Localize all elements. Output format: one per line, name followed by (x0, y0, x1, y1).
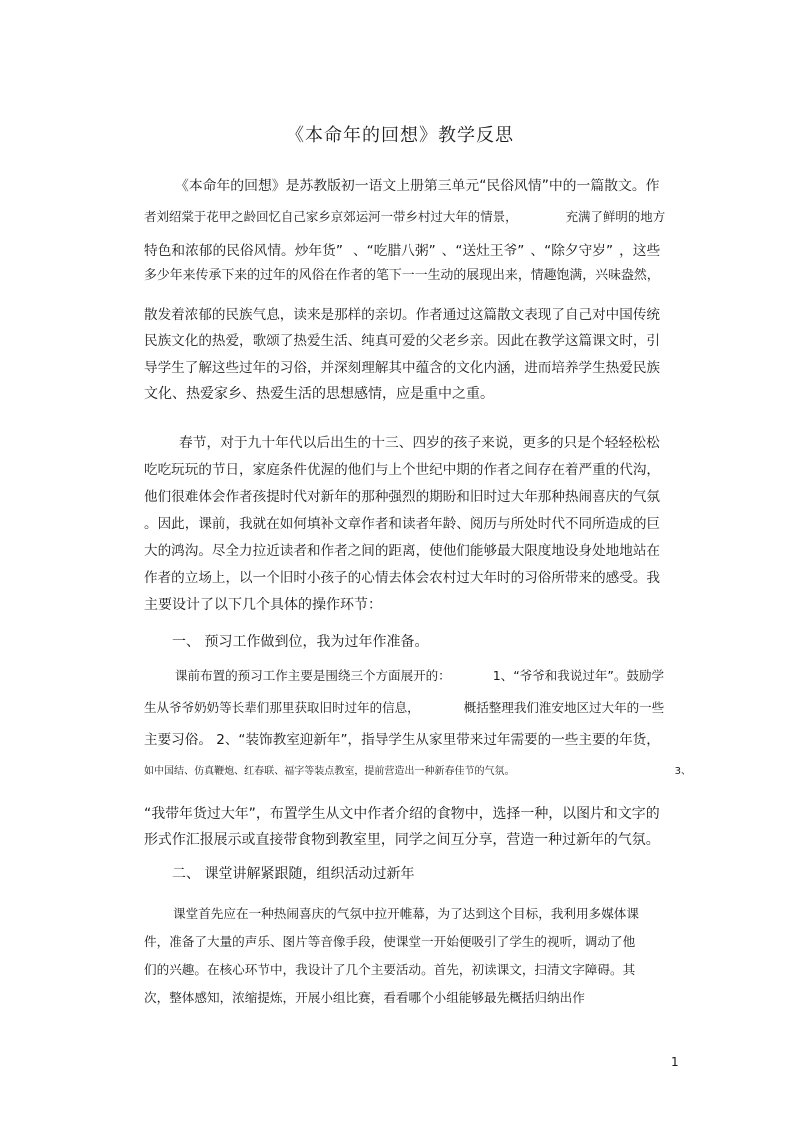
text-span: ，这些 (619, 243, 661, 259)
text-span: 《本命年的回想》是苏教版初一语文上册第三单元“民俗风情”中的一篇散文。作 (175, 178, 660, 194)
text-span: 作者的立场上，以一个旧时小孩子的心情去体会农村过大年时的习俗所带来的感受。我 (144, 570, 660, 586)
text-span: 课堂首先应在一种热闹喜庆的气氛中拉开帷幕，为了达到这个目标，我利用多媒体课 (173, 906, 639, 921)
text-span: 一、 预习工作做到位，我为过年作准备。 (172, 634, 429, 650)
text-span: 3、 (674, 766, 691, 777)
text-span: 。因此，课前，我就在如何填补文章作者和读者年龄、阅历与所处时代不同所造成的巨 (144, 516, 660, 532)
text-line (144, 762, 691, 782)
text-span: 特色和浓郁的民俗风情。炒年货” (144, 243, 343, 259)
text-line (144, 541, 660, 561)
text-span: 者刘绍棠于花甲之龄回忆自己家乡京郊运河一带乡村过大年的情景， (144, 209, 518, 224)
text-span: 吃吃玩玩的节日，家庭条件优渥的他们与上个世纪中期的作者之间存在着严重的代沟， (144, 462, 660, 478)
text-line (144, 305, 660, 325)
text-span: 他们很难体会作者孩提时代对新年的那种强烈的期盼和旧时过大年那种热闹喜庆的气氛 (144, 489, 660, 505)
text-line (144, 960, 635, 980)
text-line (144, 804, 660, 824)
text-line (144, 698, 664, 718)
text-span: 形式作汇报展示或直接带食物到教室里，同学之间互分享，营造一种过新年的气氛。 (144, 832, 660, 848)
text-span: 概括整理我们淮安地区过大年的一些 (463, 700, 665, 715)
text-line (173, 904, 639, 924)
text-line (144, 384, 494, 404)
text-line (144, 266, 660, 286)
text-span: 、“吃腊八粥” (352, 243, 436, 259)
text-span: 1、“爷爷和我说过年”。鼓励学 (492, 668, 665, 683)
text-span: 主要习俗。 2、“装饰教室迎新年”，指导学生从家里带来过年需要的一些主要的年货， (144, 732, 660, 748)
page-number: 1 (671, 1055, 679, 1069)
text-line (144, 730, 660, 750)
text-line (144, 460, 660, 480)
text-span: 导学生了解这些过年的习俗，并深刻理解其中蕴含的文化内涵，进而培养学生热爱民族 (144, 360, 660, 376)
text-line (144, 358, 660, 378)
text-span: 大的鸿沟。尽全力拉近读者和作者之间的距离，使他们能够最大限度地设身处地地站在 (144, 543, 660, 559)
text-span: 文化、热爱家乡、热爱生活的思想感情，应是重中之重。 (144, 386, 494, 402)
text-line (144, 568, 660, 588)
text-span: 次，整体感知，浓缩提炼，开展小组比赛，看看哪个小组能够最先概括归纳出作 (144, 990, 585, 1005)
text-span: 、“除夕守岁” (530, 243, 614, 259)
text-span: 充满了鲜明的地方 (565, 209, 666, 224)
text-line (144, 595, 382, 615)
text-line (144, 830, 660, 850)
text-span: 生从爷爷奶奶等长辈们那里获取旧时过年的信息， (144, 700, 420, 715)
text-line (144, 514, 660, 534)
text-span: “我带年货过大年”，布置学生从文中作者介绍的食物中，选择一种，以图片和文字的 (144, 806, 660, 822)
text-line (144, 207, 665, 227)
text-line (144, 331, 660, 351)
text-span: 课前布置的预习工作主要是围绕三个方面展开的： (175, 668, 451, 683)
text-span: 们的兴趣。在核心环节中，我设计了几个主要活动。首先，初读课文，扫清文字障碍。其 (144, 962, 636, 977)
text-line (144, 487, 660, 507)
text-span: 散发着浓郁的民族气息，读来是那样的亲切。作者通过这篇散文表现了自己对中国传统 (144, 307, 660, 323)
text-span: 多少年来传承下来的过年的风俗在作者的笔下一一生动的展现出来，情趣饱满，兴味盎然， (144, 268, 660, 283)
text-span: 二、 课堂讲解紧跟随，组织活动过新年 (172, 866, 415, 882)
text-span: 如中国结、仿真鞭炮、红春联、福字等装点教室，提前营造出一种新春佳节的气氛。 (144, 766, 515, 777)
text-span: 件，准备了大量的声乐、图片等音像手段，使课堂一开始便吸引了学生的视听，调动了他 (144, 934, 636, 949)
section-heading (172, 864, 414, 884)
text-span: 主要设计了以下几个具体的操作环节： (144, 597, 382, 613)
document-title: 《本命年的回想》教学反思 (286, 125, 514, 146)
text-line (144, 241, 660, 261)
section-heading (172, 632, 428, 652)
text-span: 民族文化的热爱，歌颂了热爱生活、纯真可爱的父老乡亲。因此在教学这篇课文时，引 (144, 333, 660, 349)
text-line (179, 433, 660, 453)
text-span: 春节，对于九十年代以后出生的十三、四岁的孩子来说，更多的只是个轻轻松松 (179, 435, 660, 451)
text-line (175, 176, 659, 196)
text-span: 、“送灶王爷” (441, 243, 525, 259)
text-line (144, 988, 585, 1008)
text-line (175, 666, 664, 686)
text-line (144, 932, 635, 952)
